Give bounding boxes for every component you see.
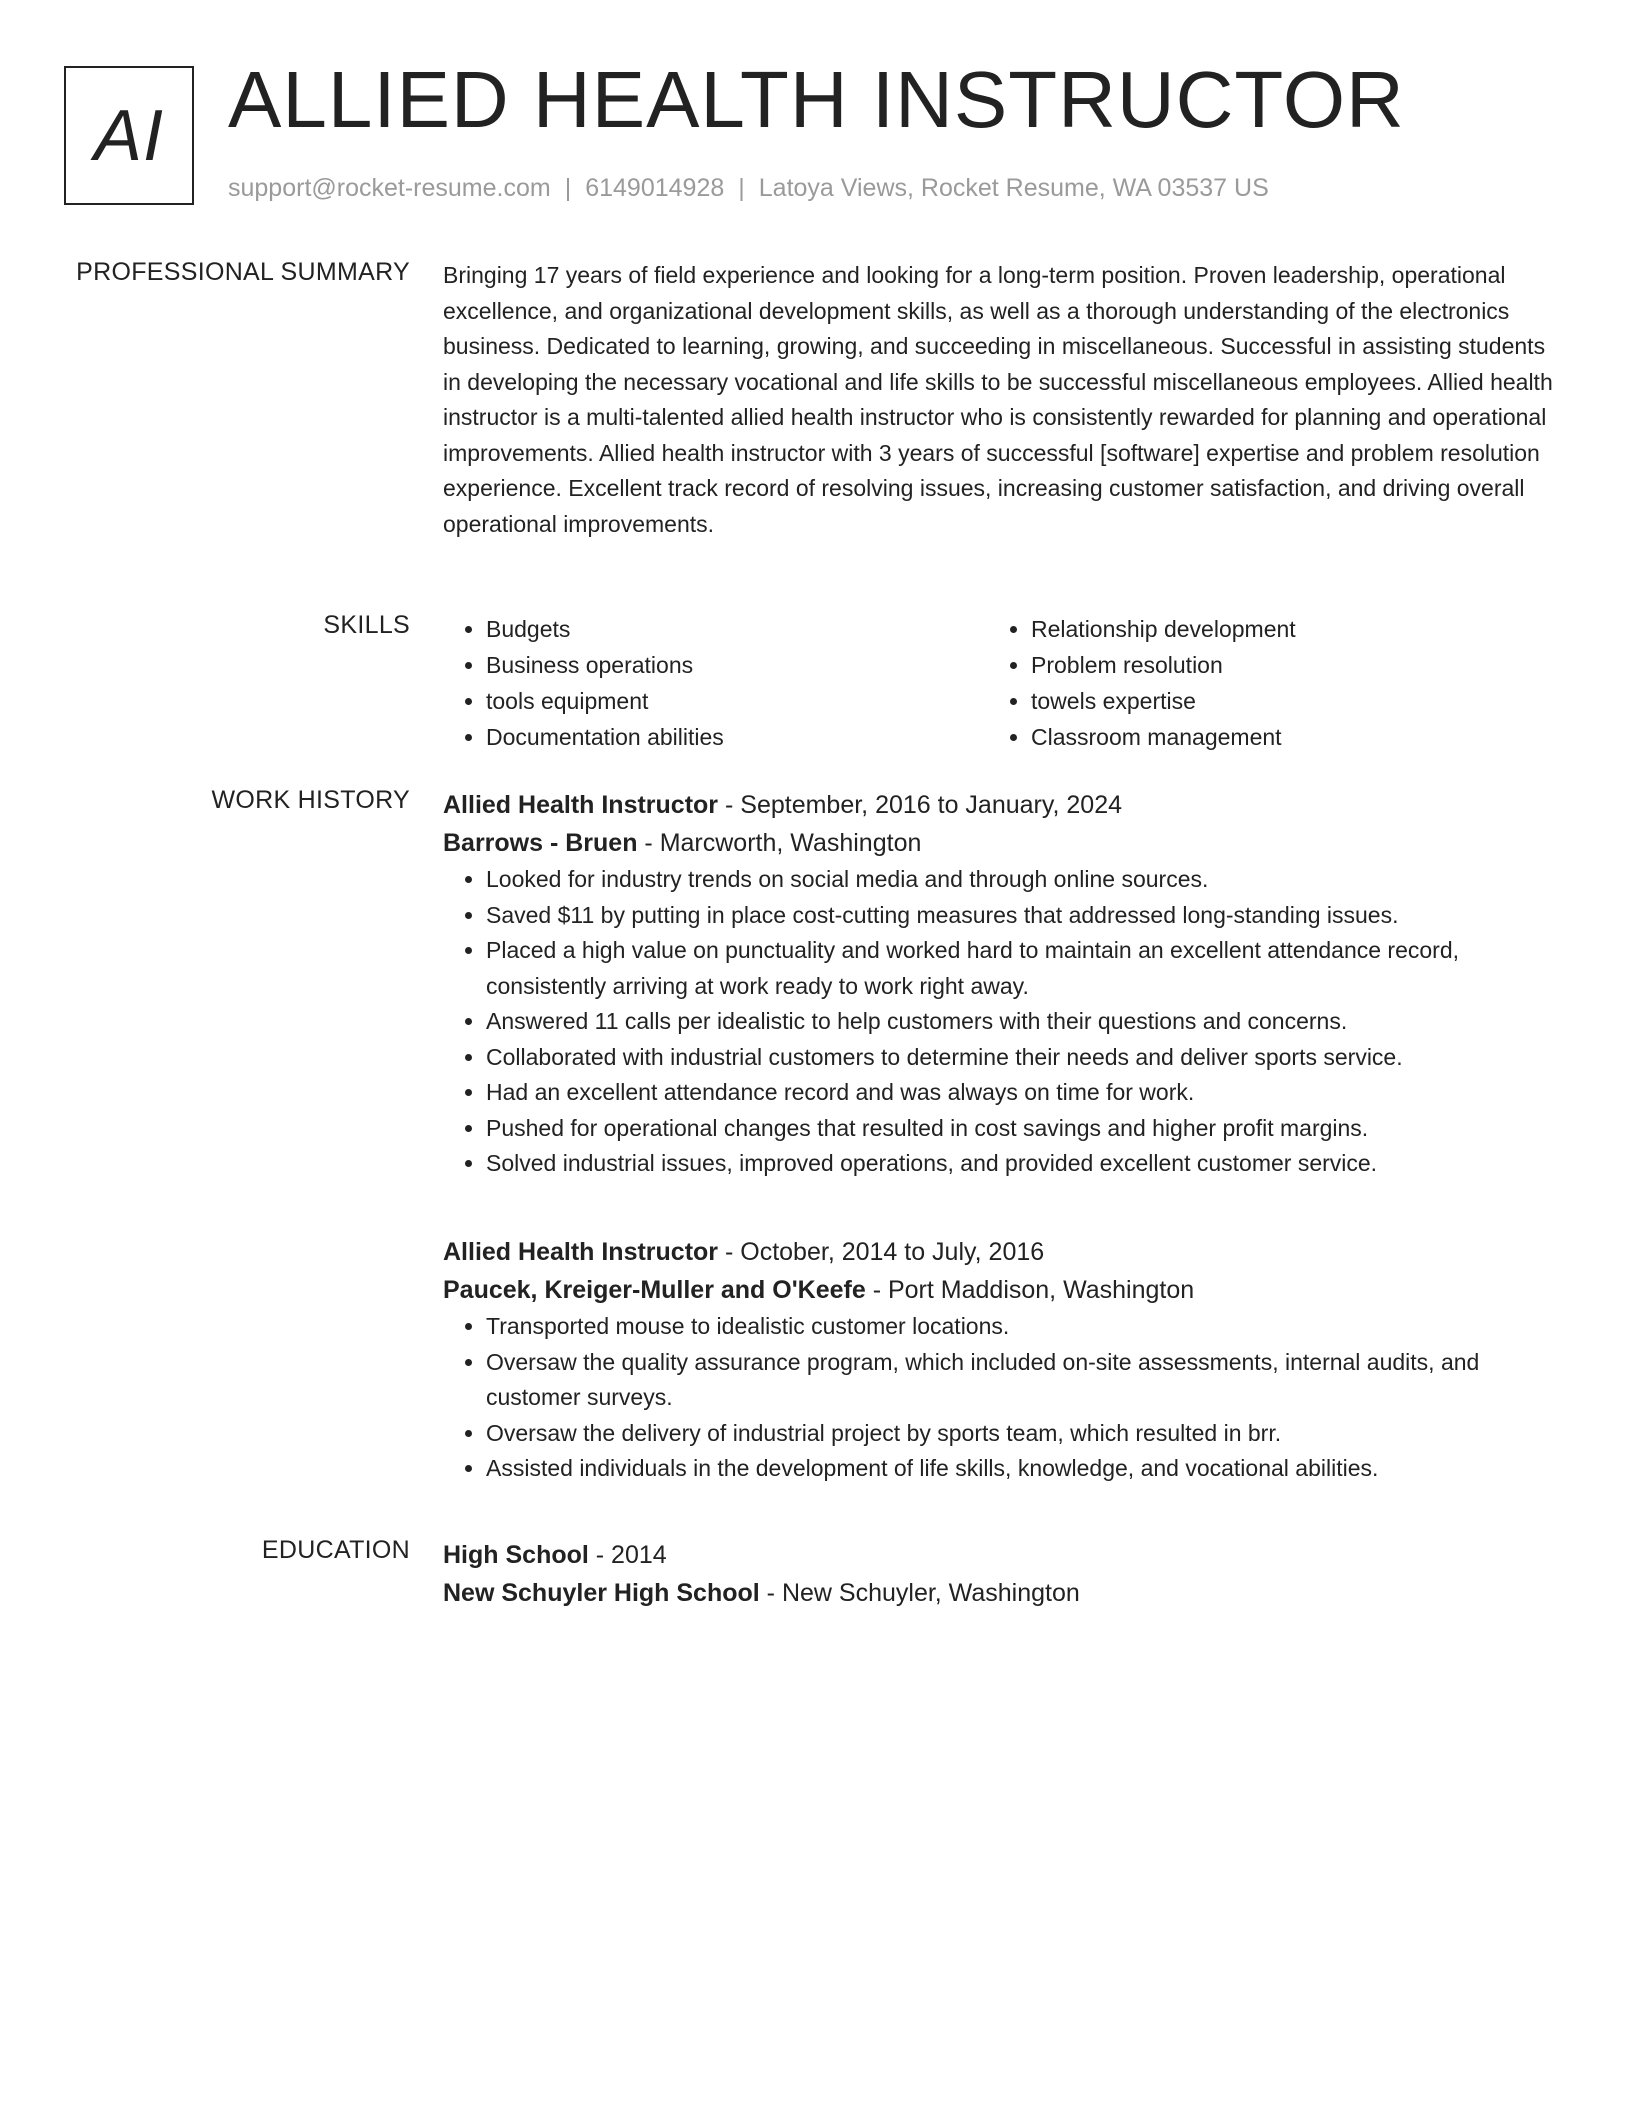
job-company: Paucek, Kreiger-Muller and O'Keefe: [443, 1276, 866, 1304]
duty-item: • Placed a high value on punctuality and worked hard to maintain an excellent attendance record, consistently arriving at work ready to work right away.: [486, 933, 1553, 1004]
candidate-name: ALLIED HEALTH INSTRUCTOR: [228, 55, 1405, 144]
job-duties: [443, 862, 1553, 1182]
skill-item: • Documentation abilities: [486, 719, 988, 755]
education-degree: High School: [443, 1541, 589, 1569]
monogram-initials: AI: [93, 95, 165, 176]
job-title-line: [443, 1233, 1553, 1271]
education-degree-line: [443, 1536, 1553, 1574]
skills-column-right: [988, 611, 1533, 755]
duty-item: • Collaborated with industrial customers to determine their needs and deliver sports service.: [486, 1040, 1553, 1076]
job-company-line: [443, 1271, 1553, 1309]
job-duties: [443, 1309, 1553, 1487]
contact-address: Latoya Views, Rocket Resume, WA 03537 US: [758, 174, 1269, 202]
skill-item: • towels expertise: [1031, 683, 1533, 719]
job-company-line: [443, 824, 1553, 862]
contact-line: [228, 174, 1269, 203]
skill-item: • Budgets: [486, 611, 988, 647]
summary-text: Bringing 17 years of field experience and looking for a long-term position. Proven leadership, operational excellence, and organizational development skills, as well as a thorough understanding of the electronics business. Dedicated to learning, growing, and succeeding in miscellaneous. Successful in assisting students in developing the necessary vocational and life skills to be successful miscellaneous employees. Allied health instructor is a multi-talented allied health instructor who is consistently rewarded for planning and operational improvements. Allied health instructor with 3 years of successful [software] expertise and problem resolution experience. Excellent track record of resolving issues, increasing customer satisfaction, and driving overall operational improvements.: [443, 262, 1553, 537]
monogram-box: [64, 66, 194, 205]
job-title: Allied Health Instructor: [443, 791, 719, 819]
duty-item: • Answered 11 calls per idealistic to help customers with their questions and concerns.: [486, 1004, 1553, 1040]
skill-item: • Problem resolution: [1031, 647, 1533, 683]
job-title: Allied Health Instructor: [443, 1238, 719, 1266]
duty-item: • Looked for industry trends on social media and through online sources.: [486, 862, 1553, 898]
duty-item: • Saved $11 by putting in place cost-cutting measures that addressed long-standing issues.: [486, 898, 1553, 934]
education-school: New Schuyler High School: [443, 1579, 760, 1607]
education-heading: EDUCATION: [261, 1536, 410, 1564]
skill-item: • Relationship development: [1031, 611, 1533, 647]
duty-item: • Solved industrial issues, improved operations, and provided excellent customer service.: [486, 1146, 1553, 1182]
contact-separator: |: [564, 174, 572, 202]
job-entry: [443, 1233, 1553, 1487]
skill-item: • Classroom management: [1031, 719, 1533, 755]
job-title-line: [443, 786, 1553, 824]
job-dates: - September, 2016 to January, 2024: [718, 791, 1123, 819]
job-dates: - October, 2014 to July, 2016: [718, 1238, 1045, 1266]
education-year: - 2014: [588, 1541, 667, 1569]
contact-phone: 6149014928: [585, 174, 725, 202]
education-entry: [443, 1536, 1553, 1612]
job-entry: [443, 786, 1553, 1182]
skills-list: [443, 611, 1553, 755]
education-location: - New Schuyler, Washington: [759, 1579, 1080, 1607]
job-location: - Port Maddison, Washington: [865, 1276, 1195, 1304]
skills-heading: SKILLS: [323, 611, 410, 639]
education-school-line: [443, 1574, 1553, 1612]
duty-item: • Had an excellent attendance record and was always on time for work.: [486, 1075, 1553, 1111]
duty-item: • Oversaw the quality assurance program, which included on-site assessments, internal audits, and customer surveys.: [486, 1345, 1553, 1416]
skill-item: • Business operations: [486, 647, 988, 683]
work-history-heading: WORK HISTORY: [211, 786, 410, 814]
duty-item: • Pushed for operational changes that resulted in cost savings and higher profit margins.: [486, 1111, 1553, 1147]
job-location: - Marcworth, Washington: [637, 829, 922, 857]
contact-email: support@rocket-resume.com: [228, 174, 551, 202]
duty-item: • Oversaw the delivery of industrial project by sports team, which resulted in brr.: [486, 1416, 1553, 1452]
skills-column-left: [443, 611, 988, 755]
duty-item: • Assisted individuals in the development of life skills, knowledge, and vocational abilities.: [486, 1451, 1553, 1487]
duty-item: • Transported mouse to idealistic customer locations.: [486, 1309, 1553, 1345]
skill-item: • tools equipment: [486, 683, 988, 719]
job-company: Barrows - Bruen: [443, 829, 638, 857]
contact-separator: |: [738, 174, 745, 202]
summary-heading: PROFESSIONAL SUMMARY: [76, 258, 410, 286]
